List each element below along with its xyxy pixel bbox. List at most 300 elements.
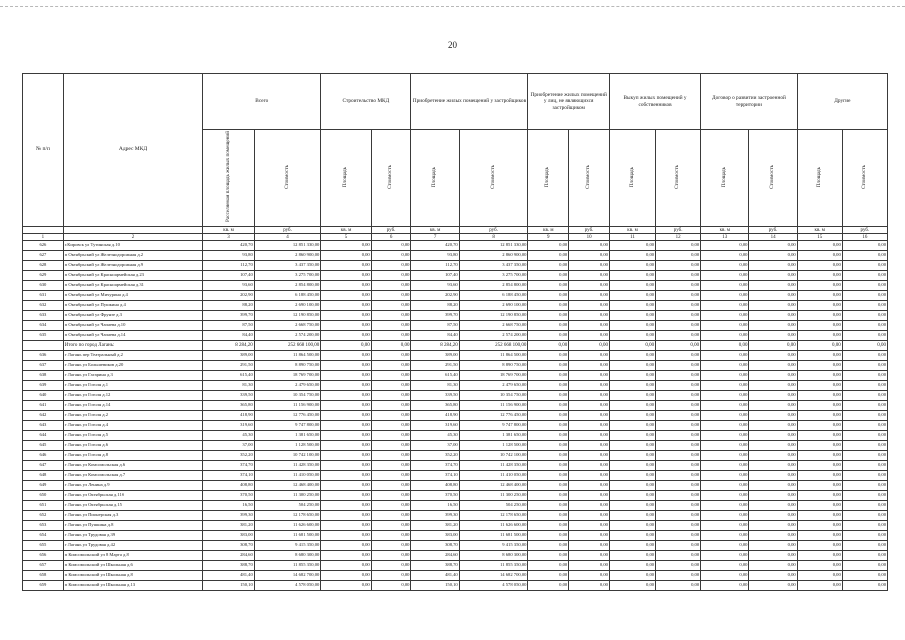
row-buyout-area: 0,00 (609, 411, 655, 421)
column-number: 13 (701, 234, 749, 241)
row-other-cost: 0,00 (842, 551, 887, 561)
row-other-area: 0,00 (797, 521, 842, 531)
row-nondev-area: 0,00 (528, 301, 569, 311)
row-purchase-area: 370,50 (411, 491, 459, 501)
table-row (23, 281, 888, 291)
row-buyout-area: 0,00 (609, 461, 655, 471)
subheader-cost-label: Стоимость (769, 165, 776, 189)
unit-cell: кв. м (609, 227, 655, 234)
table-row (23, 401, 888, 411)
row-other-cost: 0,00 (842, 421, 887, 431)
subheader-area-1 (321, 130, 371, 227)
row-purchase-area: 381,20 (411, 521, 459, 531)
row-buyout-cost: 0,00 (656, 561, 701, 571)
row-buyout-area: 0,00 (609, 351, 655, 361)
row-purchase-area: 389,00 (411, 351, 459, 361)
row-territory-cost: 0,00 (749, 421, 797, 431)
row-territory-cost: 0,00 (749, 241, 797, 251)
row-other-cost: 0,00 (842, 441, 887, 451)
row-number: 644 (23, 431, 64, 441)
row-territory-cost: 0,00 (749, 541, 797, 551)
subheader-cost-3 (569, 130, 610, 227)
row-nondev-cost: 0,00 (569, 391, 610, 401)
row-construction-cost: 0,00 (371, 541, 411, 551)
row-total-area: 88,20 (203, 301, 255, 311)
row-nondev-area: 0,00 (528, 461, 569, 471)
table-row (23, 561, 888, 571)
row-buyout-cost: 0,00 (656, 441, 701, 451)
row-construction-cost: 0,00 (371, 451, 411, 461)
row-total-cost: 12 190 850,00 (254, 311, 321, 321)
row-nondev-area: 0,00 (528, 491, 569, 501)
unit-cell: кв. м (203, 227, 255, 234)
row-total-cost: 2 668 750,00 (254, 321, 321, 331)
row-other-area: 0,00 (797, 301, 842, 311)
row-construction-cost: 0,00 (371, 501, 411, 511)
row-other-cost: 0,00 (842, 381, 887, 391)
row-buyout-cost: 0,00 (656, 381, 701, 391)
row-construction-cost: 0,00 (371, 441, 411, 451)
row-address: г Лагань ул Гоголя д.1 (63, 381, 203, 391)
row-territory-area: 0,00 (701, 481, 749, 491)
row-territory-cost: 0,00 (749, 501, 797, 511)
subheader-cost-label: Стоимость (860, 165, 867, 189)
subheader-cost-6 (842, 130, 887, 227)
row-territory-cost: 0,00 (749, 401, 797, 411)
row-nondev-cost: 0,00 (569, 451, 610, 461)
row-number: 630 (23, 281, 64, 291)
row-construction-area: 0,00 (321, 531, 371, 541)
row-buyout-cost: 0,00 (656, 261, 701, 271)
row-territory-cost: 0,00 (749, 521, 797, 531)
row-address: Итого по город Лагань: (63, 341, 203, 351)
column-number: 15 (797, 234, 842, 241)
row-nondev-area: 0,00 (528, 551, 569, 561)
row-purchase-cost: 2 690 100,00 (459, 301, 528, 311)
row-construction-cost: 0,00 (371, 301, 411, 311)
row-number: 655 (23, 541, 64, 551)
group-purchase-non-developers: Приобретение жилых помещений у лиц, не являющихся застройщиком (528, 74, 610, 130)
row-other-area: 0,00 (797, 371, 842, 381)
row-number: 640 (23, 391, 64, 401)
row-total-cost: 8 680 300,00 (254, 551, 321, 561)
row-purchase-area: 399,30 (411, 511, 459, 521)
row-construction-cost: 0,00 (371, 391, 411, 401)
row-address: г Лагань ул Гоголя д.12 (63, 391, 203, 401)
row-total-area: 202,90 (203, 291, 255, 301)
group-buyout-owners: Выкуп жилых помещений у собственников (609, 74, 700, 130)
row-number: 627 (23, 251, 64, 261)
row-buyout-area: 0,00 (609, 551, 655, 561)
row-territory-cost: 0,00 (749, 451, 797, 461)
row-buyout-cost: 0,00 (656, 411, 701, 421)
row-total-cost: 18 769 700,00 (254, 371, 321, 381)
row-purchase-area: 374,70 (411, 461, 459, 471)
row-buyout-cost: 0,00 (656, 361, 701, 371)
subheader-area-5 (701, 130, 749, 227)
row-buyout-cost: 0,00 (656, 541, 701, 551)
scan-top-edge (0, 6, 905, 7)
table-row (23, 421, 888, 431)
row-other-cost: 0,00 (842, 281, 887, 291)
row-buyout-cost: 0,00 (656, 341, 701, 351)
row-buyout-cost: 0,00 (656, 311, 701, 321)
row-purchase-area: 87,50 (411, 321, 459, 331)
row-territory-area: 0,00 (701, 331, 749, 341)
row-total-area: 16,50 (203, 501, 255, 511)
row-total-cost: 4 578 050,00 (254, 581, 321, 591)
row-total-cost: 10 742 100,00 (254, 451, 321, 461)
row-buyout-area: 0,00 (609, 321, 655, 331)
row-address: п Комсомольский ул Школьная д.13 (63, 581, 203, 591)
row-territory-cost: 0,00 (749, 311, 797, 321)
row-construction-area: 0,00 (321, 481, 371, 491)
row-construction-area: 0,00 (321, 561, 371, 571)
row-other-cost: 0,00 (842, 501, 887, 511)
row-other-cost: 0,00 (842, 541, 887, 551)
row-nondev-area: 0,00 (528, 521, 569, 531)
row-number: 652 (23, 511, 64, 521)
row-construction-cost: 0,00 (371, 261, 411, 271)
row-purchase-cost: 12 190 850,00 (459, 311, 528, 321)
row-address: г Лагань ул Гоголя д.14 (63, 401, 203, 411)
subheader-area-label: Площадь (544, 166, 551, 188)
row-other-area: 0,00 (797, 481, 842, 491)
row-purchase-cost: 8 890 750,00 (459, 361, 528, 371)
row-total-cost: 8 890 750,00 (254, 361, 321, 371)
row-address: г Лагань ул Гоголя д.6 (63, 441, 203, 451)
row-address: г.Кировск ул Тутинская д.10 (63, 241, 203, 251)
row-number: 642 (23, 411, 64, 421)
row-buyout-area: 0,00 (609, 381, 655, 391)
column-number: 8 (459, 234, 528, 241)
row-purchase-cost: 504 250,00 (459, 501, 528, 511)
row-purchase-cost: 1 128 500,00 (459, 441, 528, 451)
subheader-area-3 (528, 130, 569, 227)
row-territory-cost: 0,00 (749, 531, 797, 541)
column-numbers-row (23, 234, 888, 241)
row-territory-cost: 0,00 (749, 381, 797, 391)
row-territory-area: 0,00 (701, 571, 749, 581)
row-territory-area: 0,00 (701, 551, 749, 561)
row-nondev-cost: 0,00 (569, 311, 610, 321)
row-total-area: 374,70 (203, 461, 255, 471)
row-number: 638 (23, 371, 64, 381)
row-address: п Октябрьский ул Железнодорожная д.9 (63, 261, 203, 271)
row-other-area: 0,00 (797, 281, 842, 291)
row-purchase-cost: 11 428 350,00 (459, 461, 528, 471)
row-other-cost: 0,00 (842, 391, 887, 401)
row-purchase-area: 388,70 (411, 561, 459, 571)
row-nondev-cost: 0,00 (569, 401, 610, 411)
table-row (23, 521, 888, 531)
row-number: 636 (23, 351, 64, 361)
row-buyout-area: 0,00 (609, 481, 655, 491)
row-construction-cost: 0,00 (371, 341, 411, 351)
table-row (23, 491, 888, 501)
row-construction-cost: 0,00 (371, 381, 411, 391)
row-construction-area: 0,00 (321, 311, 371, 321)
row-nondev-cost: 0,00 (569, 411, 610, 421)
row-other-cost: 0,00 (842, 481, 887, 491)
row-nondev-cost: 0,00 (569, 241, 610, 251)
row-nondev-area: 0,00 (528, 451, 569, 461)
table-row (23, 291, 888, 301)
table-row (23, 271, 888, 281)
row-other-cost: 0,00 (842, 311, 887, 321)
row-territory-area: 0,00 (701, 401, 749, 411)
row-total-area: 418,90 (203, 411, 255, 421)
row-territory-area: 0,00 (701, 301, 749, 311)
row-buyout-area: 0,00 (609, 301, 655, 311)
row-construction-area: 0,00 (321, 511, 371, 521)
row-address: г Лагань пер Театральный д.2 (63, 351, 203, 361)
row-buyout-area: 0,00 (609, 491, 655, 501)
row-buyout-cost: 0,00 (656, 271, 701, 281)
row-total-cost: 11 626 600,00 (254, 521, 321, 531)
row-territory-cost: 0,00 (749, 411, 797, 421)
column-number: 2 (63, 234, 203, 241)
row-number: 626 (23, 241, 64, 251)
row-purchase-area: 202,90 (411, 291, 459, 301)
subheader-cost-label: Стоимость (674, 165, 681, 189)
row-purchase-cost: 8 680 300,00 (459, 551, 528, 561)
row-territory-area: 0,00 (701, 501, 749, 511)
row-territory-area: 0,00 (701, 251, 749, 261)
row-construction-cost: 0,00 (371, 371, 411, 381)
row-total-area: 481,40 (203, 571, 255, 581)
row-nondev-area: 0,00 (528, 531, 569, 541)
subheader-area-total-label: Расселяемая площадь жилых помещений (224, 131, 231, 223)
row-total-area: 389,00 (203, 351, 255, 361)
row-buyout-area: 0,00 (609, 271, 655, 281)
table-row (23, 551, 888, 561)
row-buyout-cost: 0,00 (656, 371, 701, 381)
row-other-cost: 0,00 (842, 471, 887, 481)
row-address: п Комсомольский ул Школьная д.6 (63, 561, 203, 571)
unit-empty-1 (23, 227, 64, 234)
row-territory-cost: 0,00 (749, 331, 797, 341)
row-territory-cost: 0,00 (749, 441, 797, 451)
row-number: 632 (23, 301, 64, 311)
row-purchase-cost: 18 769 700,00 (459, 371, 528, 381)
row-purchase-area: 150,10 (411, 581, 459, 591)
row-nondev-area: 0,00 (528, 411, 569, 421)
row-buyout-cost: 0,00 (656, 241, 701, 251)
row-buyout-area: 0,00 (609, 541, 655, 551)
subheader-area-label: Площадь (720, 166, 727, 188)
row-purchase-area: 45,30 (411, 431, 459, 441)
row-territory-area: 0,00 (701, 341, 749, 351)
row-address: п Октябрьский ул Пушкина д.4 (63, 301, 203, 311)
row-construction-cost: 0,00 (371, 291, 411, 301)
table-row (23, 261, 888, 271)
row-other-area: 0,00 (797, 561, 842, 571)
row-buyout-cost: 0,00 (656, 431, 701, 441)
row-territory-cost: 0,00 (749, 571, 797, 581)
row-territory-area: 0,00 (701, 461, 749, 471)
row-total-area: 87,50 (203, 321, 255, 331)
subheader-cost-4 (656, 130, 701, 227)
subheader-cost-label: Стоимость (489, 165, 496, 189)
row-address: г Лагань ул Пушкина д.8 (63, 521, 203, 531)
row-nondev-cost: 0,00 (569, 461, 610, 471)
row-other-cost: 0,00 (842, 561, 887, 571)
row-buyout-cost: 0,00 (656, 461, 701, 471)
row-nondev-cost: 0,00 (569, 531, 610, 541)
row-construction-area: 0,00 (321, 431, 371, 441)
subheader-area-2 (411, 130, 459, 227)
row-territory-cost: 0,00 (749, 491, 797, 501)
row-purchase-area: 81,30 (411, 381, 459, 391)
row-other-area: 0,00 (797, 541, 842, 551)
row-construction-area: 0,00 (321, 451, 371, 461)
row-construction-area: 0,00 (321, 581, 371, 591)
row-total-cost: 12 178 650,00 (254, 511, 321, 521)
row-purchase-area: 383,00 (411, 531, 459, 541)
row-address: п Комсомольский ул Школьная д.8 (63, 571, 203, 581)
row-nondev-area: 0,00 (528, 421, 569, 431)
row-buyout-area: 0,00 (609, 241, 655, 251)
column-number: 7 (411, 234, 459, 241)
column-number: 3 (203, 234, 255, 241)
row-total-area: 291,50 (203, 361, 255, 371)
row-other-cost: 0,00 (842, 511, 887, 521)
row-buyout-cost: 0,00 (656, 481, 701, 491)
subheader-cost-label: Стоимость (283, 165, 290, 189)
row-address: г Лагань ул Трудовая д.42 (63, 541, 203, 551)
row-buyout-cost: 0,00 (656, 281, 701, 291)
row-nondev-area: 0,00 (528, 321, 569, 331)
row-number: 657 (23, 561, 64, 571)
row-construction-area: 0,00 (321, 441, 371, 451)
row-construction-area: 0,00 (321, 501, 371, 511)
row-territory-cost: 0,00 (749, 511, 797, 521)
row-purchase-area: 93,80 (411, 251, 459, 261)
row-buyout-area: 0,00 (609, 571, 655, 581)
row-construction-area: 0,00 (321, 341, 371, 351)
row-nondev-area: 0,00 (528, 291, 569, 301)
row-other-cost: 0,00 (842, 411, 887, 421)
subheader-area-label: Площадь (342, 166, 349, 188)
row-buyout-cost: 0,00 (656, 351, 701, 361)
header-col-address (63, 74, 203, 227)
row-construction-cost: 0,00 (371, 421, 411, 431)
row-territory-area: 0,00 (701, 451, 749, 461)
row-total-area: 308,70 (203, 541, 255, 551)
table-row (23, 431, 888, 441)
row-purchase-area: 284,60 (411, 551, 459, 561)
row-construction-area: 0,00 (321, 381, 371, 391)
row-number: 654 (23, 531, 64, 541)
row-nondev-cost: 0,00 (569, 331, 610, 341)
row-purchase-cost: 11 864 500,00 (459, 351, 528, 361)
row-nondev-cost: 0,00 (569, 501, 610, 511)
row-buyout-area: 0,00 (609, 251, 655, 261)
row-construction-cost: 0,00 (371, 581, 411, 591)
row-number: 637 (23, 361, 64, 371)
row-purchase-cost: 10 354 750,00 (459, 391, 528, 401)
row-purchase-area: 8 284,20 (411, 341, 459, 351)
row-construction-area: 0,00 (321, 331, 371, 341)
row-nondev-cost: 0,00 (569, 421, 610, 431)
row-other-area: 0,00 (797, 261, 842, 271)
row-territory-area: 0,00 (701, 321, 749, 331)
row-number: 631 (23, 291, 64, 301)
row-other-cost: 0,00 (842, 451, 887, 461)
row-total-area: 399,30 (203, 511, 255, 521)
row-territory-area: 0,00 (701, 411, 749, 421)
row-total-cost: 3 437 350,00 (254, 261, 321, 271)
row-territory-area: 0,00 (701, 271, 749, 281)
row-total-cost: 9 747 800,00 (254, 421, 321, 431)
row-purchase-area: 16,50 (411, 501, 459, 511)
row-total-cost: 2 860 900,00 (254, 251, 321, 261)
column-number: 11 (609, 234, 655, 241)
row-buyout-area: 0,00 (609, 431, 655, 441)
row-nondev-cost: 0,00 (569, 261, 610, 271)
row-buyout-cost: 0,00 (656, 421, 701, 431)
row-other-area: 0,00 (797, 351, 842, 361)
table-row (23, 371, 888, 381)
row-purchase-cost: 12 178 650,00 (459, 511, 528, 521)
row-address: п Октябрьский ул Мичурина д.4 (63, 291, 203, 301)
row-territory-cost: 0,00 (749, 251, 797, 261)
row-other-area: 0,00 (797, 451, 842, 461)
row-territory-area: 0,00 (701, 311, 749, 321)
row-nondev-area: 0,00 (528, 281, 569, 291)
group-construction: Строительство МКД (321, 74, 411, 130)
row-other-cost: 0,00 (842, 271, 887, 281)
row-nondev-cost: 0,00 (569, 281, 610, 291)
row-other-cost: 0,00 (842, 301, 887, 311)
unit-cell: руб. (842, 227, 887, 234)
table-row (23, 331, 888, 341)
row-number: 651 (23, 501, 64, 511)
row-territory-area: 0,00 (701, 541, 749, 551)
row-number: 650 (23, 491, 64, 501)
table-row (23, 581, 888, 591)
row-construction-cost: 0,00 (371, 401, 411, 411)
row-address: п Октябрьский ул Фрунзе д.3 (63, 311, 203, 321)
row-buyout-area: 0,00 (609, 521, 655, 531)
row-other-cost: 0,00 (842, 331, 887, 341)
page-number: 20 (448, 40, 457, 50)
row-address: п Октябрьский ул Красноармейская д.23 (63, 271, 203, 281)
table-body (23, 241, 888, 591)
row-nondev-area: 0,00 (528, 541, 569, 551)
row-purchase-cost: 12 851 330,00 (459, 241, 528, 251)
row-other-area: 0,00 (797, 421, 842, 431)
row-territory-area: 0,00 (701, 261, 749, 271)
row-territory-cost: 0,00 (749, 291, 797, 301)
row-other-area: 0,00 (797, 391, 842, 401)
row-construction-cost: 0,00 (371, 511, 411, 521)
row-total-area: 284,60 (203, 551, 255, 561)
row-purchase-area: 420,70 (411, 241, 459, 251)
row-total-cost: 11 855 350,00 (254, 561, 321, 571)
row-other-cost: 0,00 (842, 461, 887, 471)
row-construction-cost: 0,00 (371, 351, 411, 361)
row-buyout-area: 0,00 (609, 561, 655, 571)
row-buyout-cost: 0,00 (656, 471, 701, 481)
row-buyout-cost: 0,00 (656, 331, 701, 341)
row-nondev-cost: 0,00 (569, 541, 610, 551)
row-address: г Лагань ул Октябрьская д.11б (63, 491, 203, 501)
subheader-area-6 (797, 130, 842, 227)
row-other-cost: 0,00 (842, 341, 887, 351)
row-buyout-area: 0,00 (609, 291, 655, 301)
